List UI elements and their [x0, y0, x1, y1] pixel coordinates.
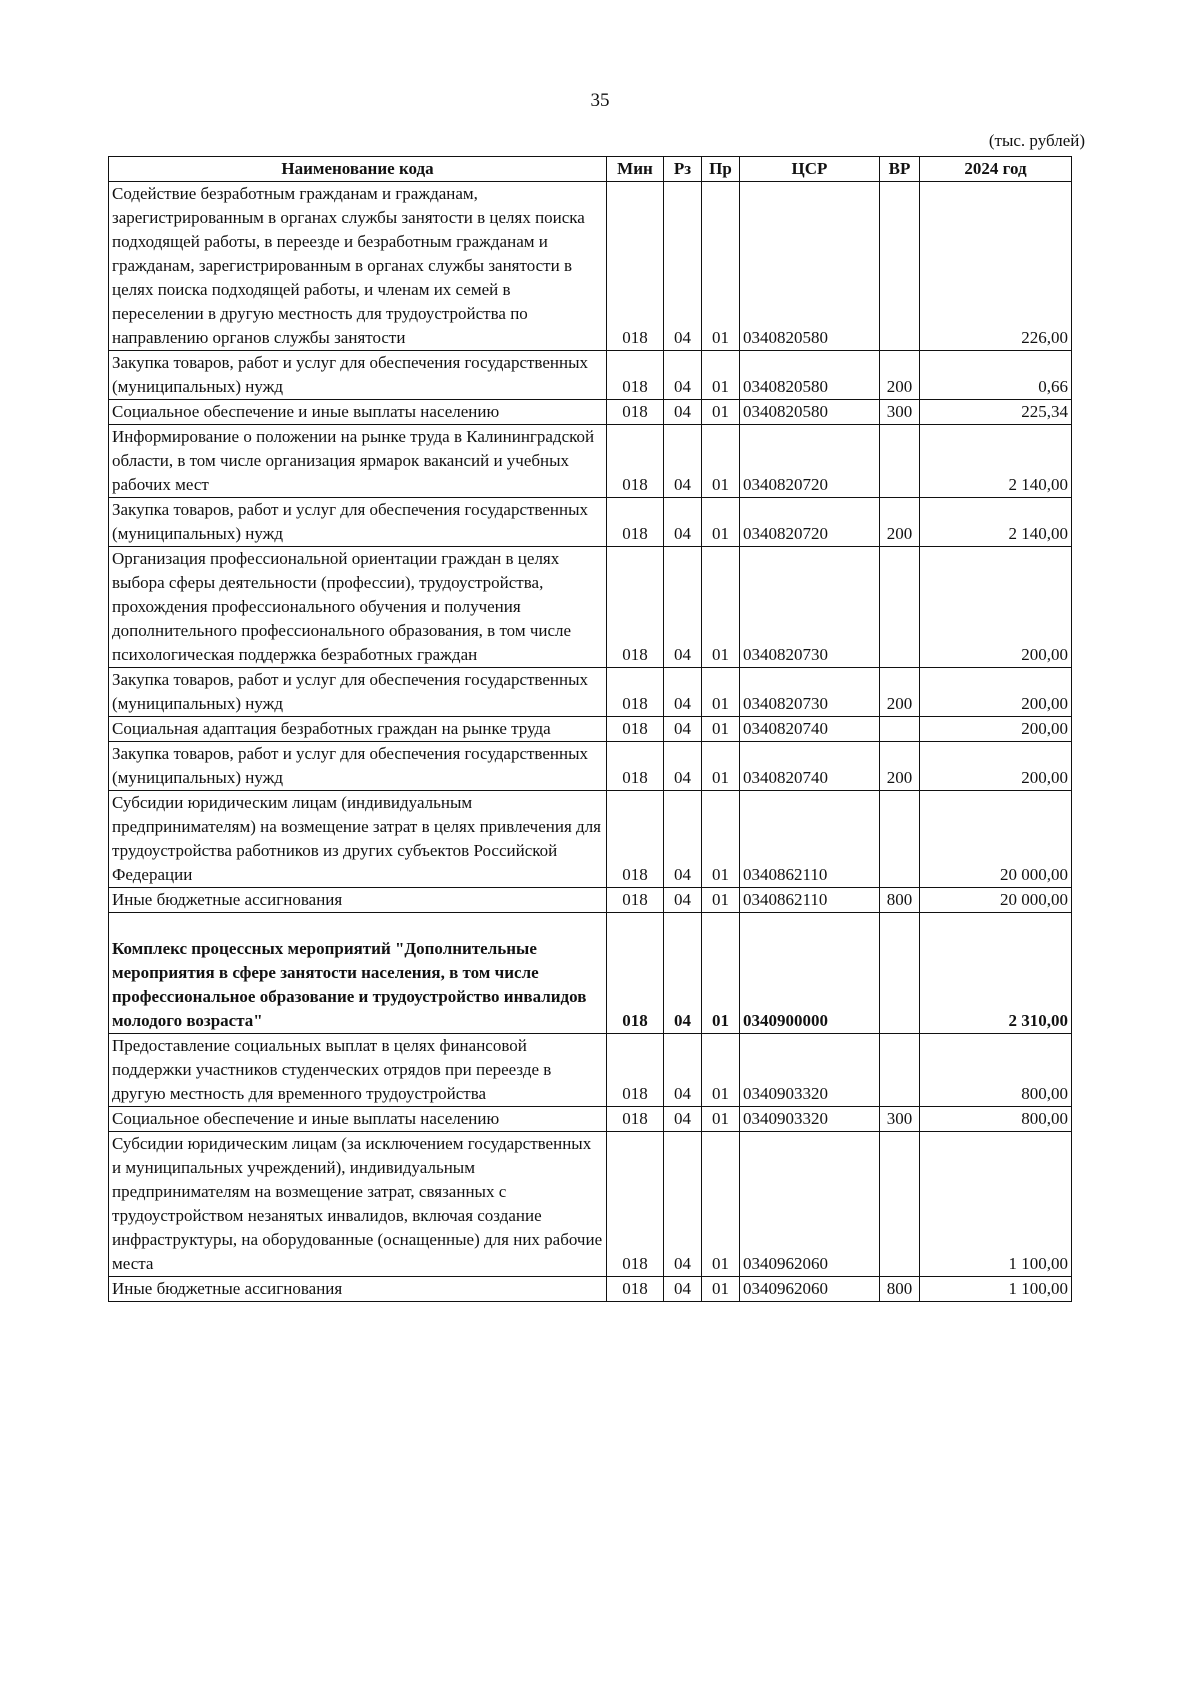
row-sum: 20 000,00: [920, 791, 1072, 888]
row-min: 018: [607, 498, 664, 547]
table-row: [109, 888, 1072, 913]
row-min: 018: [607, 1277, 664, 1302]
row-sum: 800,00: [920, 1107, 1072, 1132]
row-pr: 01: [702, 351, 740, 400]
table-row: [109, 913, 1072, 1034]
table-row: [109, 400, 1072, 425]
row-vr: [880, 182, 920, 351]
row-csr: 0340900000: [740, 913, 880, 1034]
budget-table: [108, 156, 1072, 1302]
row-sum: 2 310,00: [920, 913, 1072, 1034]
row-min: 018: [607, 547, 664, 668]
row-vr: [880, 1132, 920, 1277]
table-row: [109, 547, 1072, 668]
row-csr: 0340862110: [740, 888, 880, 913]
row-pr: 01: [702, 1277, 740, 1302]
row-vr: [880, 1034, 920, 1107]
row-name: Субсидии юридическим лицам (за исключением государственных и муниципальных учреждений), индивидуальным предпринимателям на возмещение затрат, связанных с трудоустройством незанятых инвалидов, включая создание инфраструктуры, на оборудованные (оснащенные) для них рабочие места: [109, 1132, 607, 1277]
row-min: 018: [607, 888, 664, 913]
row-vr: 800: [880, 888, 920, 913]
row-min: 018: [607, 1132, 664, 1277]
row-pr: 01: [702, 742, 740, 791]
row-rz: 04: [664, 425, 702, 498]
row-rz: 04: [664, 351, 702, 400]
row-pr: 01: [702, 717, 740, 742]
row-min: 018: [607, 791, 664, 888]
row-pr: 01: [702, 888, 740, 913]
row-pr: 01: [702, 1034, 740, 1107]
row-rz: 04: [664, 1034, 702, 1107]
row-vr: 300: [880, 400, 920, 425]
row-min: 018: [607, 351, 664, 400]
row-csr: 0340962060: [740, 1132, 880, 1277]
row-csr: 0340820730: [740, 547, 880, 668]
row-min: 018: [607, 425, 664, 498]
header-year: 2024 год: [920, 157, 1072, 182]
row-rz: 04: [664, 668, 702, 717]
row-rz: 04: [664, 182, 702, 351]
row-name: Предоставление социальных выплат в целях финансовой поддержки участников студенческих отрядов при переезде в другую местность для временного трудоустройства: [109, 1034, 607, 1107]
row-vr: [880, 717, 920, 742]
row-rz: 04: [664, 1107, 702, 1132]
row-name: Закупка товаров, работ и услуг для обеспечения государственных (муниципальных) нужд: [109, 351, 607, 400]
row-rz: 04: [664, 1132, 702, 1277]
table-row: [109, 425, 1072, 498]
row-rz: 04: [664, 742, 702, 791]
row-min: 018: [607, 717, 664, 742]
row-csr: 0340903320: [740, 1107, 880, 1132]
row-name: Закупка товаров, работ и услуг для обеспечения государственных (муниципальных) нужд: [109, 498, 607, 547]
row-sum: 2 140,00: [920, 425, 1072, 498]
table-row: [109, 182, 1072, 351]
row-pr: 01: [702, 913, 740, 1034]
row-rz: 04: [664, 547, 702, 668]
row-vr: 200: [880, 668, 920, 717]
row-csr: 0340820580: [740, 351, 880, 400]
row-name: Комплекс процессных мероприятий "Дополнительные мероприятия в сфере занятости населения, в том числе профессиональное образование и трудоустройство инвалидов молодого возраста": [109, 913, 607, 1034]
header-csr: ЦСР: [740, 157, 880, 182]
row-pr: 01: [702, 547, 740, 668]
header-min: Мин: [607, 157, 664, 182]
row-pr: 01: [702, 425, 740, 498]
row-vr: 200: [880, 498, 920, 547]
header-row: [109, 157, 1072, 182]
row-pr: 01: [702, 791, 740, 888]
row-name: Социальная адаптация безработных граждан на рынке труда: [109, 717, 607, 742]
row-min: 018: [607, 913, 664, 1034]
table-row: [109, 351, 1072, 400]
table-row: [109, 1277, 1072, 1302]
row-name: Иные бюджетные ассигнования: [109, 1277, 607, 1302]
table-header: [109, 157, 1072, 182]
table-row: [109, 1034, 1072, 1107]
row-csr: 0340962060: [740, 1277, 880, 1302]
row-csr: 0340820580: [740, 400, 880, 425]
table-row: [109, 717, 1072, 742]
row-csr: 0340820720: [740, 498, 880, 547]
row-pr: 01: [702, 668, 740, 717]
table-row: [109, 791, 1072, 888]
table-row: [109, 668, 1072, 717]
row-sum: 200,00: [920, 668, 1072, 717]
row-min: 018: [607, 182, 664, 351]
row-rz: 04: [664, 913, 702, 1034]
table-row: [109, 498, 1072, 547]
row-vr: [880, 425, 920, 498]
row-name: Информирование о положении на рынке труда в Калининградской области, в том числе организация ярмарок вакансий и учебных рабочих мест: [109, 425, 607, 498]
row-csr: 0340820740: [740, 742, 880, 791]
row-pr: 01: [702, 400, 740, 425]
row-vr: [880, 913, 920, 1034]
row-csr: 0340820720: [740, 425, 880, 498]
row-sum: 0,66: [920, 351, 1072, 400]
row-csr: 0340820580: [740, 182, 880, 351]
row-sum: 200,00: [920, 547, 1072, 668]
page-number: 35: [590, 90, 610, 111]
header-vr: ВР: [880, 157, 920, 182]
row-pr: 01: [702, 498, 740, 547]
table-row: [109, 742, 1072, 791]
row-name: Содействие безработным гражданам и гражданам, зарегистрированным в органах службы занятости в целях поиска подходящей работы, в переезде и безработным гражданам и гражданам, зарегистрированным в органах службы занятости в целях поиска подходящей работы, и членам их семей в переселении в другую местность для трудоустройства по направлению органов службы занятости: [109, 182, 607, 351]
header-rz: Рз: [664, 157, 702, 182]
row-rz: 04: [664, 717, 702, 742]
row-sum: 1 100,00: [920, 1277, 1072, 1302]
row-vr: 300: [880, 1107, 920, 1132]
row-name: Субсидии юридическим лицам (индивидуальным предпринимателям) на возмещение затрат в целях привлечения для трудоустройства работников из других субъектов Российской Федерации: [109, 791, 607, 888]
table-row: [109, 1132, 1072, 1277]
row-min: 018: [607, 1034, 664, 1107]
row-min: 018: [607, 742, 664, 791]
units-label: (тыс. рублей): [988, 131, 1085, 150]
table-body: [109, 182, 1072, 1302]
row-sum: 225,34: [920, 400, 1072, 425]
row-csr: 0340820740: [740, 717, 880, 742]
row-vr: 200: [880, 742, 920, 791]
row-min: 018: [607, 668, 664, 717]
row-rz: 04: [664, 498, 702, 547]
row-sum: 200,00: [920, 742, 1072, 791]
row-rz: 04: [664, 1277, 702, 1302]
row-name: Социальное обеспечение и иные выплаты населению: [109, 400, 607, 425]
row-pr: 01: [702, 1107, 740, 1132]
row-sum: 1 100,00: [920, 1132, 1072, 1277]
row-name: Иные бюджетные ассигнования: [109, 888, 607, 913]
row-rz: 04: [664, 791, 702, 888]
row-sum: 200,00: [920, 717, 1072, 742]
row-vr: 200: [880, 351, 920, 400]
row-sum: 226,00: [920, 182, 1072, 351]
row-pr: 01: [702, 182, 740, 351]
row-sum: 2 140,00: [920, 498, 1072, 547]
row-rz: 04: [664, 400, 702, 425]
row-rz: 04: [664, 888, 702, 913]
row-sum: 20 000,00: [920, 888, 1072, 913]
row-csr: 0340820730: [740, 668, 880, 717]
row-vr: [880, 791, 920, 888]
row-vr: 800: [880, 1277, 920, 1302]
row-csr: 0340862110: [740, 791, 880, 888]
row-name: Социальное обеспечение и иные выплаты населению: [109, 1107, 607, 1132]
row-name: Закупка товаров, работ и услуг для обеспечения государственных (муниципальных) нужд: [109, 668, 607, 717]
header-name: Наименование кода: [109, 157, 607, 182]
row-name: Закупка товаров, работ и услуг для обеспечения государственных (муниципальных) нужд: [109, 742, 607, 791]
table-row: [109, 1107, 1072, 1132]
row-min: 018: [607, 400, 664, 425]
row-name: Организация профессиональной ориентации граждан в целях выбора сферы деятельности (профессии), трудоустройства, прохождения профессионального обучения и получения дополнительного профессионального образования, в том числе психологическая поддержка безработных граждан: [109, 547, 607, 668]
header-pr: Пр: [702, 157, 740, 182]
row-csr: 0340903320: [740, 1034, 880, 1107]
row-min: 018: [607, 1107, 664, 1132]
row-sum: 800,00: [920, 1034, 1072, 1107]
row-vr: [880, 547, 920, 668]
row-pr: 01: [702, 1132, 740, 1277]
